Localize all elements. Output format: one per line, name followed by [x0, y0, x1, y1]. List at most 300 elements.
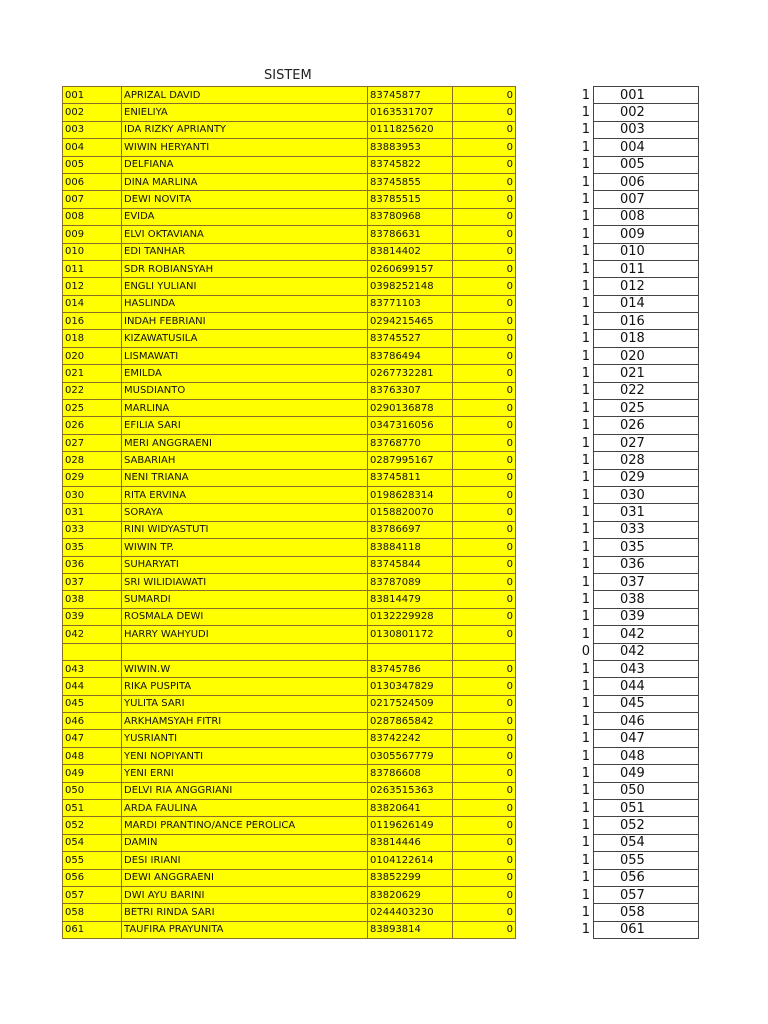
member-code-cell[interactable]: 046	[63, 713, 122, 730]
check-flag-cell[interactable]: 1	[581, 157, 590, 173]
member-value-cell[interactable]: 0	[453, 747, 516, 764]
member-phone-cell[interactable]: 83745822	[368, 156, 453, 173]
check-code-cell[interactable]: 038	[594, 591, 699, 608]
check-code-cell[interactable]: 047	[594, 730, 699, 747]
member-phone-cell[interactable]: 83814402	[368, 243, 453, 260]
check-flag-cell[interactable]: 1	[581, 713, 590, 729]
check-flag-cell[interactable]: 1	[581, 678, 590, 694]
member-value-cell[interactable]: 0	[453, 765, 516, 782]
check-code-cell[interactable]: 051	[594, 800, 699, 817]
member-value-cell[interactable]: 0	[453, 434, 516, 451]
member-name-cell[interactable]: YENI ERNI	[122, 765, 368, 782]
member-phone-cell[interactable]: 83745844	[368, 556, 453, 573]
member-name-cell[interactable]: WIWIN HERYANTI	[122, 139, 368, 156]
member-phone-cell[interactable]: 0198628314	[368, 486, 453, 503]
check-flag-cell[interactable]: 1	[581, 835, 590, 851]
member-name-cell[interactable]: SABARIAH	[122, 452, 368, 469]
member-value-cell[interactable]: 0	[453, 278, 516, 295]
member-code-cell[interactable]: 035	[63, 539, 122, 556]
check-flag-cell[interactable]: 1	[581, 122, 590, 138]
check-flag-cell[interactable]: 1	[581, 626, 590, 642]
member-phone-cell[interactable]: 0130347829	[368, 678, 453, 695]
member-phone-cell[interactable]: 83745855	[368, 173, 453, 190]
check-code-cell[interactable]: 003	[594, 121, 699, 138]
member-phone-cell[interactable]: 83768770	[368, 434, 453, 451]
member-code-cell[interactable]: 027	[63, 434, 122, 451]
member-phone-cell[interactable]: 0132229928	[368, 608, 453, 625]
check-code-cell[interactable]: 029	[594, 469, 699, 486]
check-flag-cell[interactable]: 1	[581, 313, 590, 329]
member-name-cell[interactable]: MERI ANGGRAENI	[122, 434, 368, 451]
member-phone-cell[interactable]: 0163531707	[368, 104, 453, 121]
member-code-cell[interactable]: 043	[63, 660, 122, 677]
check-code-cell[interactable]: 016	[594, 313, 699, 330]
member-code-cell[interactable]: 037	[63, 573, 122, 590]
member-phone-cell[interactable]: 83771103	[368, 295, 453, 312]
member-code-cell[interactable]: 014	[63, 295, 122, 312]
member-value-cell[interactable]: 0	[453, 156, 516, 173]
member-value-cell[interactable]: 0	[453, 347, 516, 364]
member-phone-cell[interactable]: 83820641	[368, 800, 453, 817]
member-phone-cell[interactable]: 83763307	[368, 382, 453, 399]
check-code-cell[interactable]: 048	[594, 747, 699, 764]
member-value-cell[interactable]: 0	[453, 713, 516, 730]
member-phone-cell[interactable]: 0347316056	[368, 417, 453, 434]
check-code-cell[interactable]: 001	[594, 87, 699, 104]
check-code-cell[interactable]: 045	[594, 695, 699, 712]
check-flag-cell[interactable]: 1	[581, 905, 590, 921]
member-value-cell[interactable]: 0	[453, 313, 516, 330]
member-phone-cell[interactable]: 83814479	[368, 591, 453, 608]
check-flag-cell[interactable]: 1	[581, 435, 590, 451]
check-code-cell[interactable]: 009	[594, 226, 699, 243]
member-value-cell[interactable]: 0	[453, 521, 516, 538]
member-value-cell[interactable]: 0	[453, 730, 516, 747]
table-row	[63, 226, 516, 243]
member-code-cell[interactable]: 002	[63, 104, 122, 121]
member-phone-cell[interactable]: 0119626149	[368, 817, 453, 834]
member-value-cell[interactable]: 0	[453, 452, 516, 469]
member-phone-cell[interactable]: 83786631	[368, 226, 453, 243]
member-value-cell[interactable]: 0	[453, 226, 516, 243]
check-code-cell[interactable]: 011	[594, 260, 699, 277]
check-flag-cell[interactable]: 1	[581, 592, 590, 608]
table-row	[63, 347, 516, 364]
member-code-cell[interactable]: 054	[63, 834, 122, 851]
member-phone-cell[interactable]: 83883953	[368, 139, 453, 156]
member-code-cell[interactable]: 020	[63, 347, 122, 364]
check-code-cell[interactable]: 005	[594, 156, 699, 173]
check-flag-cell[interactable]: 1	[581, 87, 590, 103]
member-name-cell[interactable]: APRIZAL DAVID	[122, 87, 368, 104]
member-phone-cell[interactable]: 0104122614	[368, 852, 453, 869]
check-code-cell[interactable]: 054	[594, 834, 699, 851]
check-flag-cell[interactable]: 1	[581, 487, 590, 503]
check-code-cell[interactable]: 037	[594, 573, 699, 590]
member-code-cell[interactable]	[63, 643, 122, 660]
check-code-cell[interactable]: 056	[594, 869, 699, 886]
check-flag-cell[interactable]: 1	[581, 365, 590, 381]
check-flag-cell[interactable]: 1	[581, 557, 590, 573]
member-name-cell[interactable]: LISMAWATI	[122, 347, 368, 364]
member-name-cell[interactable]: SORAYA	[122, 504, 368, 521]
member-value-cell[interactable]: 0	[453, 87, 516, 104]
member-phone-cell[interactable]: 83745786	[368, 660, 453, 677]
member-value-cell[interactable]: 0	[453, 191, 516, 208]
check-flag-cell[interactable]: 1	[581, 731, 590, 747]
check-flag-cell[interactable]: 1	[581, 470, 590, 486]
member-phone-cell[interactable]: 83893814	[368, 921, 453, 938]
check-code-cell[interactable]: 046	[594, 713, 699, 730]
member-name-cell[interactable]: ARDA FAULINA	[122, 800, 368, 817]
member-code-cell[interactable]: 056	[63, 869, 122, 886]
member-name-cell[interactable]: EMILDA	[122, 365, 368, 382]
check-flag-cell[interactable]: 1	[581, 922, 590, 938]
member-name-cell[interactable]: ELVI OKTAVIANA	[122, 226, 368, 243]
check-code-cell[interactable]: 035	[594, 539, 699, 556]
member-value-cell[interactable]	[453, 643, 516, 660]
member-name-cell[interactable]: MARDI PRANTINO/ANCE PEROLICA	[122, 817, 368, 834]
member-code-cell[interactable]: 050	[63, 782, 122, 799]
member-phone-cell[interactable]: 83742242	[368, 730, 453, 747]
member-name-cell[interactable]: TAUFIRA PRAYUNITA	[122, 921, 368, 938]
check-code-cell[interactable]: 022	[594, 382, 699, 399]
check-flag-cell[interactable]: 1	[581, 348, 590, 364]
check-code-cell[interactable]: 018	[594, 330, 699, 347]
check-flag-cell[interactable]: 1	[581, 887, 590, 903]
member-value-cell[interactable]: 0	[453, 834, 516, 851]
check-flag-cell[interactable]: 1	[581, 331, 590, 347]
check-code-cell[interactable]: 033	[594, 521, 699, 538]
member-name-cell[interactable]: EVIDA	[122, 208, 368, 225]
member-code-cell[interactable]: 033	[63, 521, 122, 538]
member-value-cell[interactable]: 0	[453, 660, 516, 677]
member-code-cell[interactable]: 010	[63, 243, 122, 260]
member-name-cell[interactable]: DESI IRIANI	[122, 852, 368, 869]
member-name-cell[interactable]: SUHARYATI	[122, 556, 368, 573]
member-phone-cell[interactable]: 0290136878	[368, 400, 453, 417]
member-value-cell[interactable]: 0	[453, 486, 516, 503]
member-code-cell[interactable]: 048	[63, 747, 122, 764]
table-row	[570, 191, 699, 208]
member-value-cell[interactable]: 0	[453, 208, 516, 225]
member-value-cell[interactable]: 0	[453, 400, 516, 417]
member-code-cell[interactable]: 055	[63, 852, 122, 869]
check-flag-cell[interactable]: 1	[581, 244, 590, 260]
member-phone-cell[interactable]: 0267732281	[368, 365, 453, 382]
check-flag-cell[interactable]: 1	[581, 574, 590, 590]
check-code-cell[interactable]: 010	[594, 243, 699, 260]
member-phone-cell[interactable]: 83745527	[368, 330, 453, 347]
member-code-cell[interactable]: 004	[63, 139, 122, 156]
member-code-cell[interactable]: 022	[63, 382, 122, 399]
member-phone-cell[interactable]: 0398252148	[368, 278, 453, 295]
member-name-cell[interactable]: EDI TANHAR	[122, 243, 368, 260]
member-code-cell[interactable]: 003	[63, 121, 122, 138]
member-name-cell[interactable]: RITA ERVINA	[122, 486, 368, 503]
check-flag-cell[interactable]: 1	[581, 139, 590, 155]
member-phone-cell[interactable]: 83745877	[368, 87, 453, 104]
member-name-cell[interactable]: SDR ROBIANSYAH	[122, 260, 368, 277]
member-code-cell[interactable]: 025	[63, 400, 122, 417]
member-value-cell[interactable]: 0	[453, 243, 516, 260]
member-code-cell[interactable]: 026	[63, 417, 122, 434]
check-flag-cell[interactable]: 1	[581, 261, 590, 277]
member-value-cell[interactable]: 0	[453, 556, 516, 573]
member-value-cell[interactable]: 0	[453, 817, 516, 834]
check-flag-cell[interactable]: 1	[581, 505, 590, 521]
check-flag-cell[interactable]: 1	[581, 105, 590, 121]
check-code-cell[interactable]: 014	[594, 295, 699, 312]
member-phone-cell[interactable]: 83786697	[368, 521, 453, 538]
check-flag-cell[interactable]: 1	[581, 383, 590, 399]
member-phone-cell[interactable]: 0217524509	[368, 695, 453, 712]
member-code-cell[interactable]: 001	[63, 87, 122, 104]
member-value-cell[interactable]: 0	[453, 260, 516, 277]
check-code-cell[interactable]: 030	[594, 486, 699, 503]
member-code-cell[interactable]: 031	[63, 504, 122, 521]
member-name-cell[interactable]: YULITA SARI	[122, 695, 368, 712]
member-value-cell[interactable]: 0	[453, 695, 516, 712]
check-flag-cell[interactable]: 1	[581, 800, 590, 816]
member-code-cell[interactable]: 047	[63, 730, 122, 747]
check-flag-cell[interactable]: 1	[581, 278, 590, 294]
check-code-cell[interactable]: 050	[594, 782, 699, 799]
member-code-cell[interactable]: 018	[63, 330, 122, 347]
check-code-cell[interactable]: 058	[594, 904, 699, 921]
member-phone-cell[interactable]: 83787089	[368, 573, 453, 590]
member-code-cell[interactable]: 028	[63, 452, 122, 469]
member-name-cell[interactable]: WIWIN TP.	[122, 539, 368, 556]
member-phone-cell[interactable]: 83852299	[368, 869, 453, 886]
member-phone-cell[interactable]: 0260699157	[368, 260, 453, 277]
member-value-cell[interactable]: 0	[453, 904, 516, 921]
member-value-cell[interactable]: 0	[453, 295, 516, 312]
check-code-cell[interactable]: 007	[594, 191, 699, 208]
member-name-cell[interactable]: WIWIN.W	[122, 660, 368, 677]
member-phone-cell[interactable]: 83780968	[368, 208, 453, 225]
member-value-cell[interactable]: 0	[453, 365, 516, 382]
member-name-cell[interactable]: YUSRIANTI	[122, 730, 368, 747]
member-name-cell[interactable]: DAMIN	[122, 834, 368, 851]
member-name-cell[interactable]: HASLINDA	[122, 295, 368, 312]
member-phone-cell[interactable]: 0294215465	[368, 313, 453, 330]
check-code-cell[interactable]: 012	[594, 278, 699, 295]
member-value-cell[interactable]: 0	[453, 626, 516, 643]
member-code-cell[interactable]: 036	[63, 556, 122, 573]
member-value-cell[interactable]: 0	[453, 869, 516, 886]
member-value-cell[interactable]: 0	[453, 921, 516, 938]
check-code-cell[interactable]: 057	[594, 886, 699, 903]
member-name-cell[interactable]	[122, 643, 368, 660]
member-name-cell[interactable]: HARRY WAHYUDI	[122, 626, 368, 643]
member-name-cell[interactable]: DINA MARLINA	[122, 173, 368, 190]
member-phone-cell[interactable]: 0263515363	[368, 782, 453, 799]
member-phone-cell[interactable]: 0287865842	[368, 713, 453, 730]
member-phone-cell[interactable]: 0158820070	[368, 504, 453, 521]
member-code-cell[interactable]: 045	[63, 695, 122, 712]
check-flag-cell[interactable]: 1	[581, 748, 590, 764]
check-flag-cell[interactable]: 1	[581, 783, 590, 799]
member-code-cell[interactable]: 006	[63, 173, 122, 190]
member-code-cell[interactable]: 061	[63, 921, 122, 938]
member-code-cell[interactable]: 051	[63, 800, 122, 817]
check-code-cell[interactable]: 042	[594, 626, 699, 643]
check-code-cell[interactable]: 006	[594, 173, 699, 190]
member-name-cell[interactable]: DEWI NOVITA	[122, 191, 368, 208]
table-row	[570, 365, 699, 382]
member-name-cell[interactable]: DELVI RIA ANGGRIANI	[122, 782, 368, 799]
check-flag-cell[interactable]: 1	[581, 609, 590, 625]
member-value-cell[interactable]: 0	[453, 852, 516, 869]
member-value-cell[interactable]: 0	[453, 121, 516, 138]
member-value-cell[interactable]: 0	[453, 608, 516, 625]
member-name-cell[interactable]: RINI WIDYASTUTI	[122, 521, 368, 538]
check-flag-cell[interactable]: 1	[581, 296, 590, 312]
member-name-cell[interactable]: MUSDIANTO	[122, 382, 368, 399]
member-phone-cell[interactable]: 0287995167	[368, 452, 453, 469]
member-name-cell[interactable]: RIKA PUSPITA	[122, 678, 368, 695]
check-flag-cell[interactable]: 1	[581, 765, 590, 781]
member-code-cell[interactable]: 030	[63, 486, 122, 503]
member-name-cell[interactable]: EFILIA SARI	[122, 417, 368, 434]
member-value-cell[interactable]: 0	[453, 104, 516, 121]
check-code-cell[interactable]: 036	[594, 556, 699, 573]
member-phone-cell[interactable]: 83820629	[368, 886, 453, 903]
check-flag-cell[interactable]: 1	[581, 852, 590, 868]
member-code-cell[interactable]: 042	[63, 626, 122, 643]
check-flag-cell[interactable]: 1	[581, 452, 590, 468]
check-code-cell[interactable]: 061	[594, 921, 699, 938]
check-code-cell[interactable]: 026	[594, 417, 699, 434]
table-row	[63, 486, 516, 503]
check-code-cell[interactable]: 049	[594, 765, 699, 782]
member-name-cell[interactable]: IDA RIZKY APRIANTY	[122, 121, 368, 138]
member-code-cell[interactable]: 012	[63, 278, 122, 295]
check-flag-cell[interactable]: 1	[581, 870, 590, 886]
check-flag-cell[interactable]: 1	[581, 209, 590, 225]
member-phone-cell[interactable]: 83884118	[368, 539, 453, 556]
check-flag-cell[interactable]: 0	[581, 644, 590, 660]
table-row	[63, 382, 516, 399]
member-phone-cell[interactable]: 0244403230	[368, 904, 453, 921]
member-value-cell[interactable]: 0	[453, 591, 516, 608]
check-code-cell[interactable]: 008	[594, 208, 699, 225]
check-code-cell[interactable]: 031	[594, 504, 699, 521]
member-code-cell[interactable]: 021	[63, 365, 122, 382]
member-code-cell[interactable]: 029	[63, 469, 122, 486]
member-phone-cell[interactable]: 83785515	[368, 191, 453, 208]
member-code-cell[interactable]: 009	[63, 226, 122, 243]
member-code-cell[interactable]: 058	[63, 904, 122, 921]
member-name-cell[interactable]: DEWI ANGGRAENI	[122, 869, 368, 886]
member-code-cell[interactable]: 038	[63, 591, 122, 608]
member-code-cell[interactable]: 016	[63, 313, 122, 330]
member-phone-cell[interactable]	[368, 643, 453, 660]
check-code-cell[interactable]: 020	[594, 347, 699, 364]
check-flag-cell[interactable]: 1	[581, 522, 590, 538]
check-code-cell[interactable]: 042	[594, 643, 699, 660]
member-phone-cell[interactable]: 83786494	[368, 347, 453, 364]
member-code-cell[interactable]: 011	[63, 260, 122, 277]
member-name-cell[interactable]: MARLINA	[122, 400, 368, 417]
member-value-cell[interactable]: 0	[453, 886, 516, 903]
check-code-cell[interactable]: 027	[594, 434, 699, 451]
check-code-cell[interactable]: 004	[594, 139, 699, 156]
check-code-cell[interactable]: 043	[594, 660, 699, 677]
member-value-cell[interactable]: 0	[453, 469, 516, 486]
member-code-cell[interactable]: 039	[63, 608, 122, 625]
member-code-cell[interactable]: 052	[63, 817, 122, 834]
member-name-cell[interactable]: KIZAWATUSILA	[122, 330, 368, 347]
check-code-cell[interactable]: 025	[594, 400, 699, 417]
member-value-cell[interactable]: 0	[453, 173, 516, 190]
member-name-cell[interactable]: INDAH FEBRIANI	[122, 313, 368, 330]
check-flag-cell[interactable]: 1	[581, 400, 590, 416]
check-flag-cell[interactable]: 1	[581, 418, 590, 434]
member-name-cell[interactable]: SRI WILIDIAWATI	[122, 573, 368, 590]
member-name-cell[interactable]: ENIELIYA	[122, 104, 368, 121]
member-value-cell[interactable]: 0	[453, 678, 516, 695]
check-flag-cell[interactable]: 1	[581, 818, 590, 834]
member-name-cell[interactable]: SUMARDI	[122, 591, 368, 608]
member-code-cell[interactable]: 005	[63, 156, 122, 173]
member-name-cell[interactable]: ENGLI YULIANI	[122, 278, 368, 295]
member-code-cell[interactable]: 057	[63, 886, 122, 903]
member-name-cell[interactable]: DELFIANA	[122, 156, 368, 173]
check-code-cell[interactable]: 039	[594, 608, 699, 625]
member-value-cell[interactable]: 0	[453, 782, 516, 799]
member-phone-cell[interactable]: 83745811	[368, 469, 453, 486]
check-flag-cell[interactable]: 1	[581, 192, 590, 208]
member-phone-cell[interactable]: 83814446	[368, 834, 453, 851]
check-flag-cell[interactable]: 1	[581, 226, 590, 242]
member-code-cell[interactable]: 008	[63, 208, 122, 225]
check-code-cell[interactable]: 028	[594, 452, 699, 469]
member-value-cell[interactable]: 0	[453, 573, 516, 590]
member-phone-cell[interactable]: 0111825620	[368, 121, 453, 138]
member-value-cell[interactable]: 0	[453, 504, 516, 521]
member-phone-cell[interactable]: 0305567779	[368, 747, 453, 764]
member-name-cell[interactable]: ARKHAMSYAH FITRI	[122, 713, 368, 730]
check-flag-cell[interactable]: 1	[581, 661, 590, 677]
check-code-cell[interactable]: 021	[594, 365, 699, 382]
member-value-cell[interactable]: 0	[453, 382, 516, 399]
member-code-cell[interactable]: 044	[63, 678, 122, 695]
member-code-cell[interactable]: 007	[63, 191, 122, 208]
member-name-cell[interactable]: YENI NOPIYANTI	[122, 747, 368, 764]
check-code-cell[interactable]: 055	[594, 852, 699, 869]
member-phone-cell[interactable]: 0130801172	[368, 626, 453, 643]
member-code-cell[interactable]: 049	[63, 765, 122, 782]
check-flag-cell[interactable]: 1	[581, 174, 590, 190]
check-flag-cell[interactable]: 1	[581, 696, 590, 712]
check-code-cell[interactable]: 044	[594, 678, 699, 695]
member-value-cell[interactable]: 0	[453, 417, 516, 434]
check-code-cell[interactable]: 052	[594, 817, 699, 834]
member-value-cell[interactable]: 0	[453, 800, 516, 817]
member-value-cell[interactable]: 0	[453, 139, 516, 156]
member-name-cell[interactable]: DWI AYU BARINI	[122, 886, 368, 903]
member-value-cell[interactable]: 0	[453, 330, 516, 347]
member-name-cell[interactable]: ROSMALA DEWI	[122, 608, 368, 625]
member-name-cell[interactable]: NENI TRIANA	[122, 469, 368, 486]
check-flag-cell[interactable]: 1	[581, 539, 590, 555]
member-value-cell[interactable]: 0	[453, 539, 516, 556]
member-name-cell[interactable]: BETRI RINDA SARI	[122, 904, 368, 921]
member-phone-cell[interactable]: 83786608	[368, 765, 453, 782]
check-code-cell[interactable]: 002	[594, 104, 699, 121]
